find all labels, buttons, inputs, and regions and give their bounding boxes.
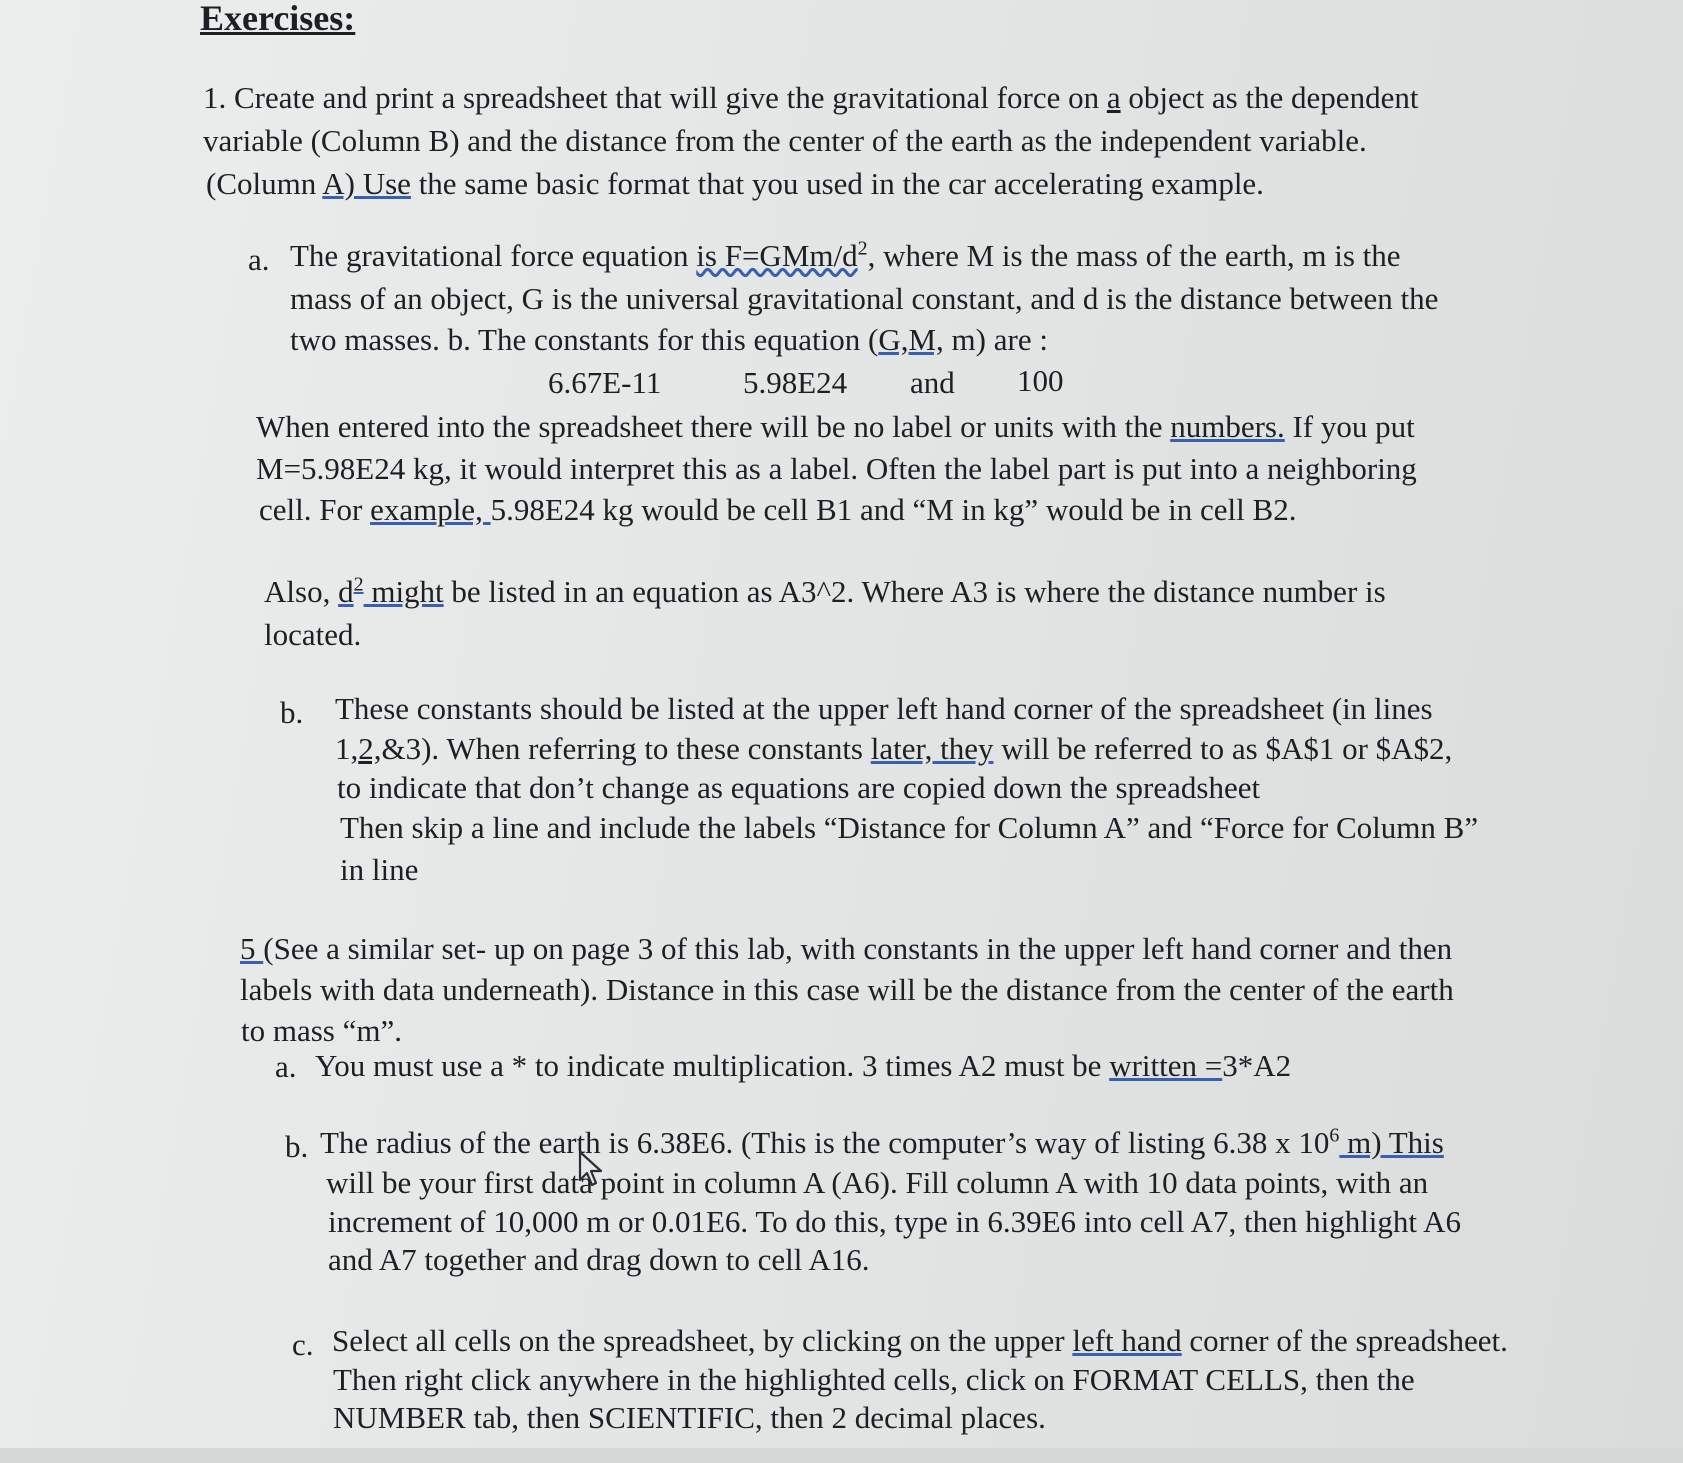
sub-c-line-2: Then right click anywhere in the highlighted cells, click on FORMAT CELLS, then the — [333, 1362, 1415, 1397]
underlined-text: m) This — [1339, 1125, 1444, 1160]
sub-a-line — [315, 1050, 1291, 1081]
item-a-label: a. — [248, 242, 270, 277]
text-run: two masses. b. The constants for this equation ( — [290, 322, 879, 357]
sub-c-line-1 — [332, 1325, 1508, 1356]
text-run: (See a similar set- up on page 3 of this lab, with constants in the upper left hand corner and then — [263, 931, 1453, 966]
sub-c-line-3: NUMBER tab, then SCIENTIFIC, then 2 decimal places. — [333, 1400, 1046, 1435]
text-run: &3). When referring to these constants — [381, 731, 871, 766]
superscript: 6 — [1329, 1124, 1340, 1147]
text-run: object as the dependent — [1120, 80, 1419, 115]
sub-b-line-4: and A7 together and drag down to cell A16. — [328, 1242, 870, 1277]
constant-m-object: 100 — [1017, 363, 1064, 398]
underlined-text: might — [363, 574, 444, 609]
note-line-3 — [259, 494, 1296, 525]
constant-m-earth: 5.98E24 — [743, 365, 848, 400]
item-b-line-5: in line — [340, 852, 419, 887]
text-run: The gravitational force equation — [290, 238, 697, 273]
text-run: Select all cells on the spreadsheet, by clicking on the upper — [332, 1323, 1073, 1358]
text-run: 5.98E24 kg would be cell B1 and “M in kg” would be in cell B2. — [490, 492, 1297, 527]
section-5-line-3: to mass “m”. — [241, 1013, 402, 1048]
constant-and: and — [910, 365, 955, 400]
underlined-text: later, they — [870, 731, 994, 766]
underlined-text: G,M, — [878, 322, 944, 357]
underlined-text: 2, — [358, 731, 382, 766]
constant-g: 6.67E-11 — [548, 365, 662, 400]
also-line-1 — [264, 573, 1386, 609]
text-run: You must use a * to indicate multiplication. 3 times A2 must be — [315, 1048, 1110, 1083]
superscript: 2 — [857, 237, 868, 260]
text-run: Also, — [264, 574, 339, 609]
text-run: 3*A2 — [1222, 1048, 1292, 1083]
text-run: m) are : — [943, 322, 1048, 357]
note-line-1 — [256, 411, 1415, 442]
text-run: cell. For — [259, 492, 371, 527]
sub-b-line-1 — [320, 1124, 1444, 1160]
text-run: , where M is the mass of the earth, m is the — [867, 238, 1401, 273]
item-a-line-3 — [290, 324, 1048, 355]
item-b-line-3: to indicate that don’t change as equations are copied down the spreadsheet — [337, 770, 1261, 805]
underlined-text: written = — [1109, 1048, 1223, 1083]
sub-b-line-2: will be your first data point in column A (A6). Fill column A with 10 data points, with an — [326, 1165, 1429, 1200]
ex1-line-3 — [206, 168, 1264, 199]
also-line-2: located. — [264, 617, 362, 652]
section-5-line-2: labels with data underneath). Distance in this case will be the distance from the center of the earth — [240, 972, 1454, 1007]
underlined-text: 5 — [240, 931, 264, 966]
underlined-text: a — [1106, 80, 1121, 115]
text-run: When entered into the spreadsheet there will be no label or units with the — [256, 409, 1171, 444]
page-bottom-edge — [0, 1448, 1683, 1463]
sub-a-label: a. — [275, 1049, 297, 1084]
exercises-heading: Exercises: — [200, 0, 356, 38]
sub-b-label: b. — [285, 1129, 309, 1164]
underlined-text: example, — [370, 492, 491, 527]
text-run: 1. Create and print a spreadsheet that will give the gravitational force on — [203, 80, 1107, 115]
ex1-line-2: variable (Column B) and the distance from the center of the earth as the independent variable. — [203, 123, 1367, 158]
mouse-pointer-icon — [578, 1150, 606, 1190]
underlined-text: d — [338, 574, 354, 609]
text-run: (Column — [206, 166, 323, 201]
sub-b-line-3: increment of 10,000 m or 0.01E6. To do this, type in 6.39E6 into cell A7, then highlight A6 — [328, 1204, 1461, 1239]
text-run: 1, — [335, 731, 359, 766]
sub-c-label: c. — [292, 1327, 314, 1362]
text-run: be listed in an equation as A3^2. Where A3 is where the distance number is — [443, 574, 1386, 609]
section-5-line-1 — [240, 933, 1452, 964]
underlined-text: A) Use — [322, 166, 411, 201]
equation-text: is F=GMm/d — [696, 238, 858, 273]
text-run: The radius of the earth is 6.38E6. (This is the computer’s way of listing 6.38 x 10 — [320, 1125, 1330, 1160]
underlined-text: numbers. — [1170, 409, 1285, 444]
item-b-line-4: Then skip a line and include the labels “Distance for Column A” and “Force for Column B” — [340, 810, 1479, 845]
item-b-line-2 — [335, 733, 1452, 764]
item-b-line-1: These constants should be listed at the upper left hand corner of the spreadsheet (in lines — [335, 691, 1433, 726]
text-run: If you put — [1284, 409, 1415, 444]
item-a-line-2: mass of an object, G is the universal gravitational constant, and d is the distance between the — [290, 281, 1439, 316]
superscript: 2 — [353, 573, 364, 596]
text-run: corner of the spreadsheet. — [1181, 1323, 1508, 1358]
text-run: the same basic format that you used in the car accelerating example. — [410, 166, 1264, 201]
note-line-2: M=5.98E24 kg, it would interpret this as a label. Often the label part is put into a neighboring — [256, 451, 1417, 486]
text-run: will be referred to as $A$1 or $A$2, — [993, 731, 1453, 766]
underlined-text: left hand — [1072, 1323, 1182, 1358]
ex1-line-1 — [203, 82, 1418, 113]
item-a-line-1 — [290, 237, 1401, 273]
item-b-label: b. — [280, 695, 304, 730]
